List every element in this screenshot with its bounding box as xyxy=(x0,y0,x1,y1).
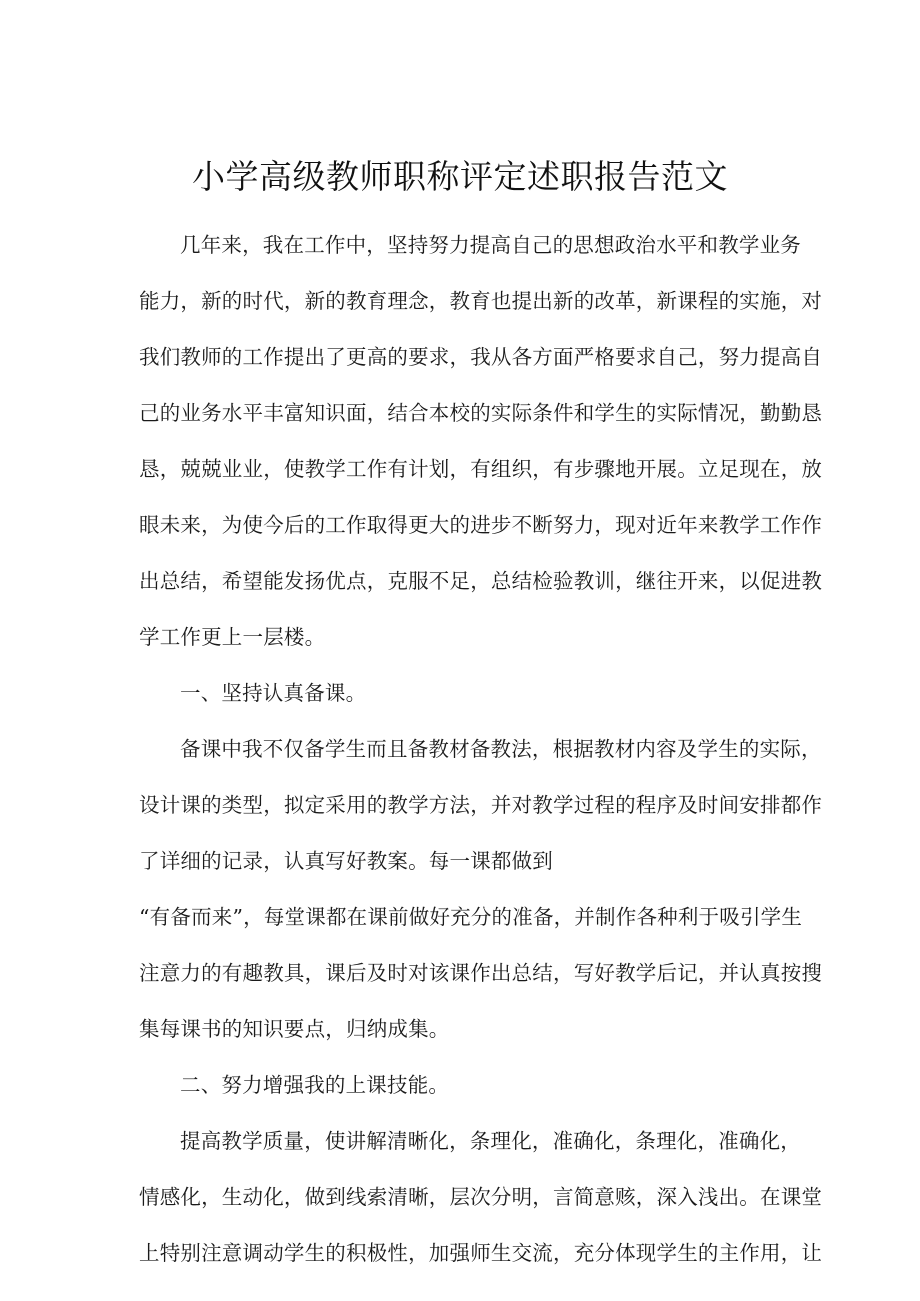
body-line: 出总结，希望能发扬优点，克服不足，总结检验教训，继往开来，以促进教 xyxy=(139,569,823,593)
body-line: 学工作更上一层楼。 xyxy=(139,625,326,649)
body-line: 设计课的类型，拟定采用的教学方法，并对教学过程的程序及时间安排都作 xyxy=(139,793,823,817)
document-title: 小学高级教师职称评定述职报告范文 xyxy=(192,157,728,196)
body-line: 提高教学质量，使讲解清晰化，条理化，准确化，条理化，准确化， xyxy=(180,1129,801,1153)
body-line: 恳，兢兢业业，使教学工作有计划，有组织，有步骤地开展。立足现在，放 xyxy=(139,457,823,481)
body-line: 集每课书的知识要点，归纳成集。 xyxy=(139,1017,450,1041)
section-heading: 一、坚持认真备课。 xyxy=(180,681,367,705)
body-line: 备课中我不仅备学生而且备教材备教法，根据教材内容及学生的实际， xyxy=(180,737,822,761)
body-line: 情感化，生动化，做到线索清晰，层次分明，言简意赅，深入浅出。在课堂 xyxy=(139,1185,823,1209)
body-line: 几年来，我在工作中，坚持努力提高自己的思想政治水平和教学业务 xyxy=(180,233,801,257)
body-line: “有备而来”，每堂课都在课前做好充分的准备，并制作各种利于吸引学生 xyxy=(139,905,803,929)
body-line: 我们教师的工作提出了更高的要求，我从各方面严格要求自己，努力提高自 xyxy=(139,345,823,369)
body-line: 眼未来，为使今后的工作取得更大的进步不断努力，现对近年来教学工作作 xyxy=(139,513,823,537)
body-line: 己的业务水平丰富知识面，结合本校的实际条件和学生的实际情况，勤勤恳 xyxy=(139,401,823,425)
body-line: 了详细的记录，认真写好教案。每一课都做到 xyxy=(139,849,553,873)
body-line: 注意力的有趣教具，课后及时对该课作出总结，写好教学后记，并认真按搜 xyxy=(139,961,823,985)
body-line: 上特别注意调动学生的积极性，加强师生交流，充分体现学生的主作用，让 xyxy=(139,1241,823,1265)
body-line: 能力，新的时代，新的教育理念，教育也提出新的改革，新课程的实施，对 xyxy=(139,289,823,313)
section-heading: 二、努力增强我的上课技能。 xyxy=(180,1073,450,1097)
